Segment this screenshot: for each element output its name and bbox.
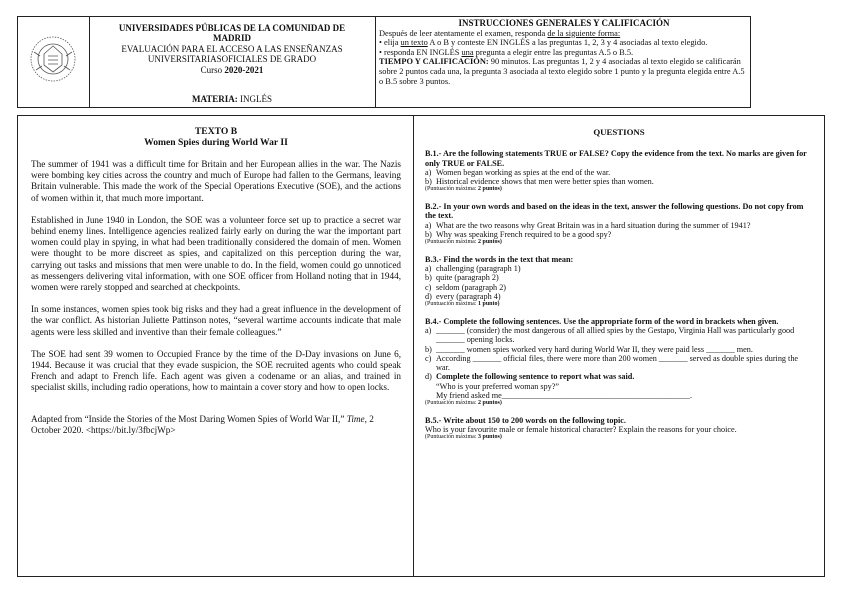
question-b3 <box>425 255 813 309</box>
list-item: c) According _______ official files, there were more than 200 women _______ served as double spies during the war. <box>425 353 799 373</box>
text-heading <box>31 126 401 148</box>
exam-body <box>17 115 825 577</box>
list-item: b) _______ women spies worked very hard during World War II, they were paid less _______ men. <box>425 344 753 354</box>
list-item: a) What are the two reasons why Great Britain was in a hard situation during the summer of 1941? <box>425 220 751 230</box>
question-b4 <box>425 317 813 408</box>
question-b2-heading: B.2.- In your own words and based on the ideas in the text, answer the following questions. Do not copy from the text. <box>425 201 804 221</box>
instructions-block <box>376 17 751 107</box>
course-label: Curso <box>200 64 223 75</box>
text-title: Women Spies during World War II <box>144 137 288 148</box>
list-item: c) seldom (paragraph 2) <box>425 282 507 292</box>
university-name-line1: UNIVERSIDADES PÚBLICAS DE LA COMUNIDAD DE <box>118 23 346 33</box>
source-citation: Adapted from “Inside the Stories of the Most Daring Women Spies of World War II,” Time, 2 October 2020. <https://bit.ly/3fbcjWp> <box>31 413 374 435</box>
list-item: b) Historical evidence shows that men were better spies than women. <box>425 177 654 187</box>
paragraph-4: The SOE had sent 39 women to Occupied France by the time of the D-Day invasions on June 6, 1944. Because it was crucial that they evade suspicion, the SOE recruited agents who could speak French and adapt to French life. Each agent was given a codename or an alias, and trained in specialist skills, including radio operations, how to maintain a cover story and how to open locks. <box>31 348 401 393</box>
question-b5-heading: B.5.- Write about 150 to 200 words on the following topic. <box>425 415 626 425</box>
instructions-line1: Después de leer atentamente el examen, responda de la siguiente forma: <box>379 28 621 38</box>
paragraph-2: Established in June 1940 in London, the SOE was a volunteer force set up to practice a secret war behind enemy lines. Intelligence agencies realized fairly early on during the war the important part women could play in spying, in what had been traditionally considered the domain of men. Women were thought to be more discreet as spies, and capitalized on this perception during the war, carrying out tasks and missions that men were unable to do. In the field, women could go unnoticed as messengers delivering vital information, with one SOE officer from Holland noting that in 1944, women were rarely stopped and searched at checkpoints. <box>31 214 401 293</box>
list-item: d) every (paragraph 4) <box>425 291 501 301</box>
instructions-line2: • elija un texto A o B y conteste EN INGLÉS a las preguntas 1, 2, 3 y 4 asociadas al texto elegido. <box>379 38 708 48</box>
instructions-title: INSTRUCCIONES GENERALES Y CALIFICACIÓN <box>458 18 670 28</box>
question-b4-heading: B.4.- Complete the following sentences. Use the appropriate form of the word in brackets when given. <box>425 316 779 326</box>
questions-title: QUESTIONS <box>593 127 645 137</box>
university-name-line2: MADRID <box>213 33 251 44</box>
university-seal <box>18 17 90 107</box>
question-b5-points: (Puntuación máxima: 3 puntos) <box>425 434 502 441</box>
list-item: d) Complete the following sentence to report what was said. <box>425 372 635 382</box>
list-item: b) quite (paragraph 2) <box>425 273 499 283</box>
course-value: 2020-2021 <box>224 64 264 75</box>
question-b1-heading: B.1.- Are the following statements TRUE or FALSE? Copy the evidence from the text. No marks are given for only TRUE or FALSE. <box>425 149 807 168</box>
subject-line <box>89 94 375 104</box>
evaluation-line2: UNIVERSITARIASOFICIALES DE GRADO <box>147 54 317 65</box>
university-block <box>89 17 376 107</box>
question-b1 <box>425 149 813 194</box>
paragraph-3: In some instances, women spies took big risks and they had a great influence in the development of the war conflict. As historian Juliette Pattinson notes, “several wartime accounts indicate that male agents were less skilled and inventive than their female colleagues.” <box>31 304 401 337</box>
reported-speech-answer: My friend asked me______________________________________________. <box>436 391 693 401</box>
subject-value: INGLÉS <box>240 93 273 104</box>
seal-emblem-icon <box>28 32 78 86</box>
list-item: a) Women began working as spies at the end of the war. <box>425 167 611 177</box>
list-item: a) challenging (paragraph 1) <box>425 263 521 273</box>
instructions-line3: • responda EN INGLÉS una pregunta a elegir entre las preguntas A.5 o B.5. <box>379 47 634 57</box>
reading-text-column <box>18 116 414 576</box>
question-b5-text: Who is your favourite male or female historical character? Explain the reasons for your choice. <box>425 425 737 435</box>
course-line <box>89 65 375 75</box>
question-b3-heading: B.3.- Find the words in the text that mean: <box>425 254 574 264</box>
evaluation-line1: EVALUACIÓN PARA EL ACCESO A LAS ENSEÑANZAS <box>121 43 343 54</box>
reported-speech-quote: “Who is your preferred woman spy?” <box>436 381 559 391</box>
question-b1-points: (Puntuación máxima: 2 puntos) <box>425 186 502 193</box>
instructions-timing: TIEMPO Y CALIFICACIÓN: 90 minutos. Las preguntas 1, 2 y 4 asociadas al texto elegido se calificarán sobre 2 puntos cada una, la pregunta 3 asociada al texto elegido sobre 1 punto y la pregunta elegida entre A.5 o B.5 sobre 3 puntos. <box>379 57 745 86</box>
question-b3-points: (Puntuación máxima: 1 punto) <box>425 301 500 308</box>
question-b5 <box>425 416 813 442</box>
text-label: TEXTO B <box>194 126 238 137</box>
question-b4-points: (Puntuación máxima: 2 puntos) <box>425 400 502 407</box>
paragraph-1: The summer of 1941 was a difficult time for Britain and her European allies in the war. The Nazis were bombing key cities across the country and much of Europe had fallen to the Germans, leaving Britain vulnerable. This made the work of the Special Operations Executive (SOE), and the actions of women within it, that much more important. <box>31 159 401 203</box>
list-item: a) _______ (consider) the most dangerous of all allied spies by the Gestapo, Virginia Hall was particularly good _______ opening locks. <box>425 325 795 345</box>
question-b2 <box>425 202 813 247</box>
list-item: b) Why was speaking French required to be a good spy? <box>425 229 612 239</box>
subject-label: MATERIA: <box>191 93 238 104</box>
exam-header <box>17 16 751 108</box>
questions-column <box>414 116 824 576</box>
question-b2-points: (Puntuación máxima: 2 puntos) <box>425 239 502 246</box>
